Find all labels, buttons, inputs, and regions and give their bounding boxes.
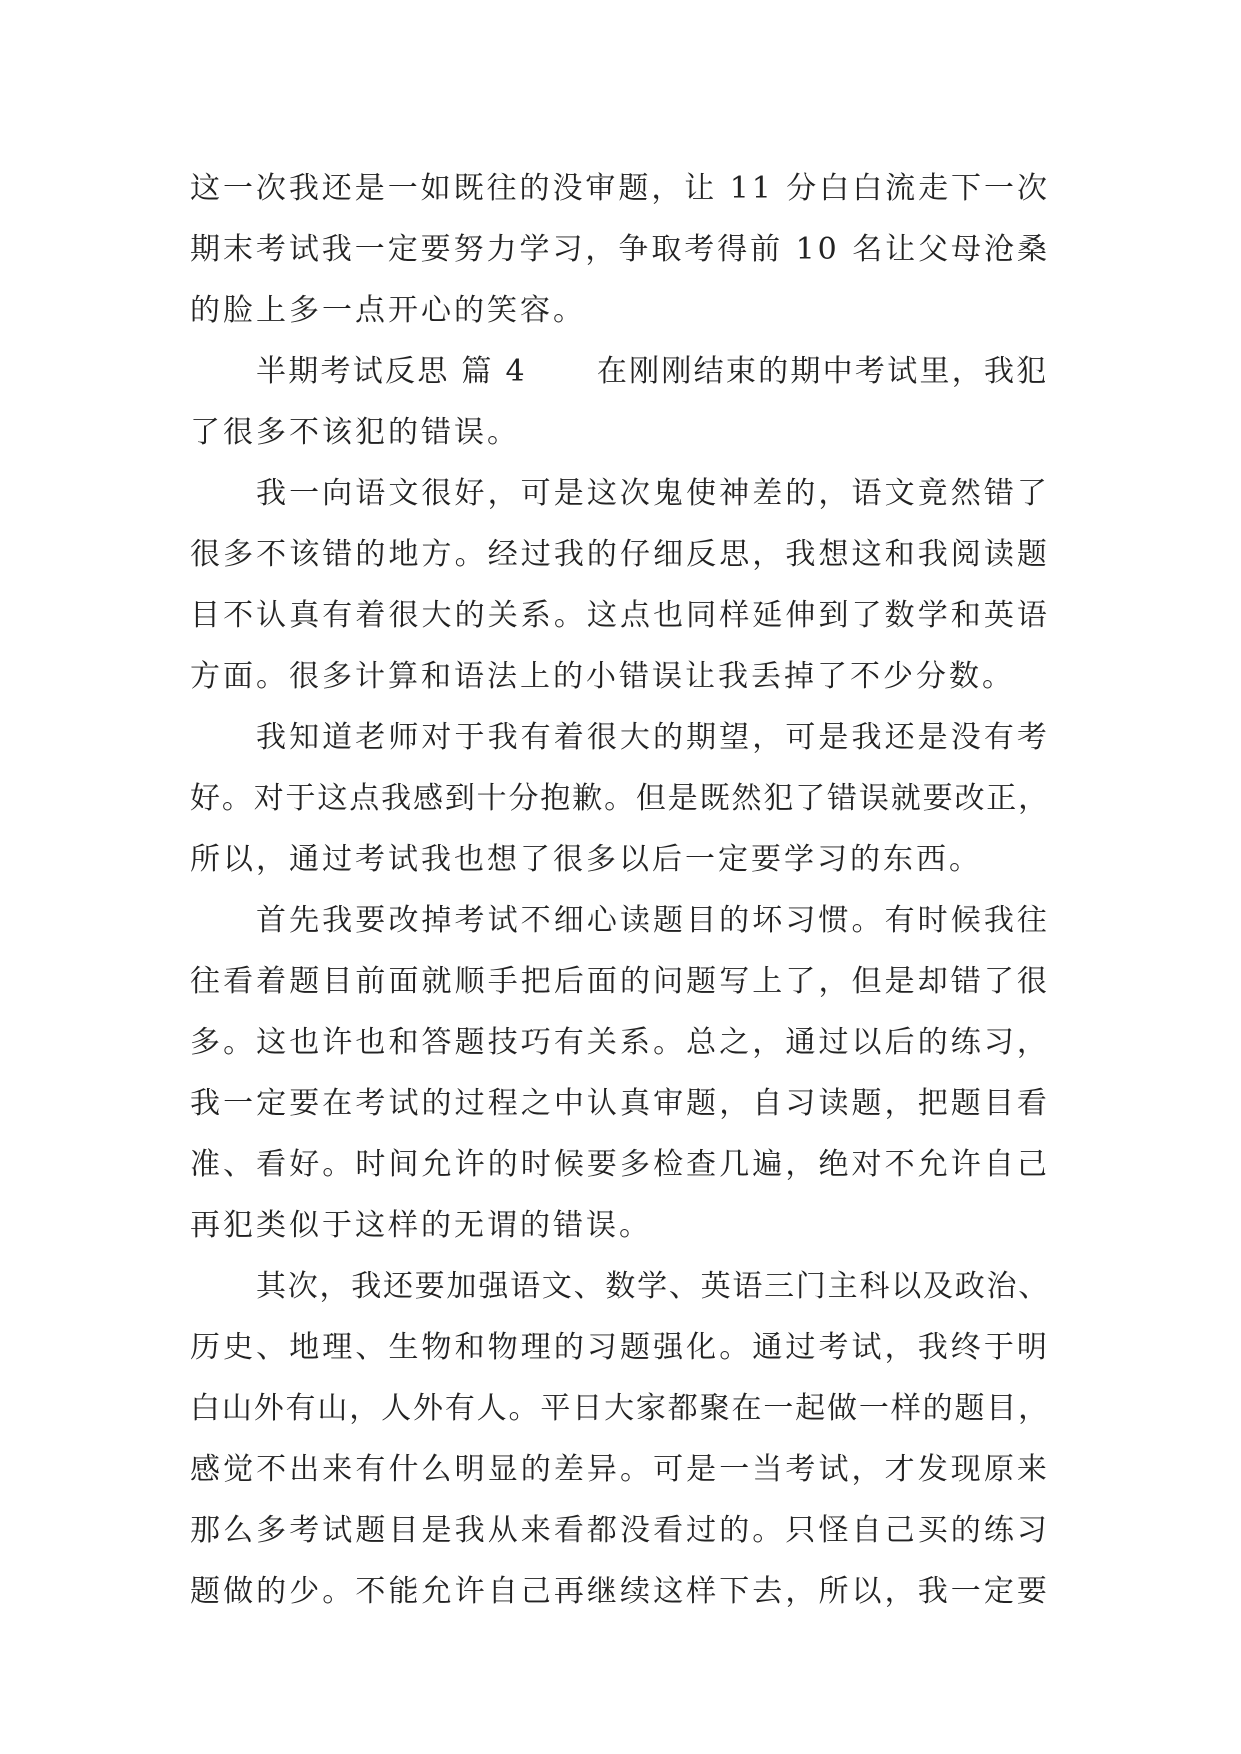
text-line-17: 准、看好。时间允许的时候要多检查几遍，绝对不允许自己: [190, 1147, 1050, 1182]
text-line-6: 我一向语文很好，可是这次鬼使神差的，语文竟然错了: [256, 476, 1050, 511]
text-line-8: 目不认真有着很大的关系。这点也同样延伸到了数学和英语: [190, 598, 1050, 633]
text-line-13: 首先我要改掉考试不细心读题目的坏习惯。有时候我往: [256, 903, 1050, 938]
text-line-19: 其次，我还要加强语文、数学、英语三门主科以及政治、: [256, 1269, 1050, 1304]
text-line-12: 所以，通过考试我也想了很多以后一定要学习的东西。: [190, 842, 982, 877]
text-line-1: 这一次我还是一如既往的没审题，让 11 分白白流走下一次: [190, 171, 1050, 206]
text-line-10: 我知道老师对于我有着很大的期望，可是我还是没有考: [256, 720, 1050, 755]
text-line-7: 很多不该错的地方。经过我的仔细反思，我想这和我阅读题: [190, 537, 1050, 572]
section-heading-line: [190, 341, 1050, 402]
section-heading-text: 在刚刚结束的期中考试里，我犯: [596, 354, 1049, 389]
text-line-21: 白山外有山，人外有人。平日大家都聚在一起做一样的题目，: [190, 1391, 1050, 1426]
text-line-11: 好。对于这点我感到十分抱歉。但是既然犯了错误就要改正，: [190, 781, 1050, 816]
text-line-22: 感觉不出来有什么明显的差异。可是一当考试，才发现原来: [190, 1452, 1050, 1487]
text-line-16: 我一定要在考试的过程之中认真审题，自习读题，把题目看: [190, 1086, 1050, 1121]
text-line-15: 多。这也许也和答题技巧有关系。总之，通过以后的练习，: [190, 1025, 1050, 1060]
text-line-9: 方面。很多计算和语法上的小错误让我丢掉了不少分数。: [190, 659, 1015, 694]
section-heading-title: 半期考试反思 篇 4: [256, 354, 527, 389]
text-line-5: 了很多不该犯的错误。: [190, 415, 520, 450]
text-line-3: 的脸上多一点开心的笑容。: [190, 293, 586, 328]
text-line-24: 题做的少。不能允许自己再继续这样下去，所以，我一定要: [190, 1574, 1050, 1609]
document-body: [190, 158, 1050, 1622]
text-line-2: 期末考试我一定要努力学习，争取考得前 10 名让父母沧桑: [190, 232, 1050, 267]
text-line-14: 往看着题目前面就顺手把后面的问题写上了，但是却错了很: [190, 964, 1050, 999]
text-line-18: 再犯类似于这样的无谓的错误。: [190, 1208, 652, 1243]
text-line-20: 历史、地理、生物和物理的习题强化。通过考试，我终于明: [190, 1330, 1050, 1365]
text-line-23: 那么多考试题目是我从来看都没看过的。只怪自己买的练习: [190, 1513, 1050, 1548]
